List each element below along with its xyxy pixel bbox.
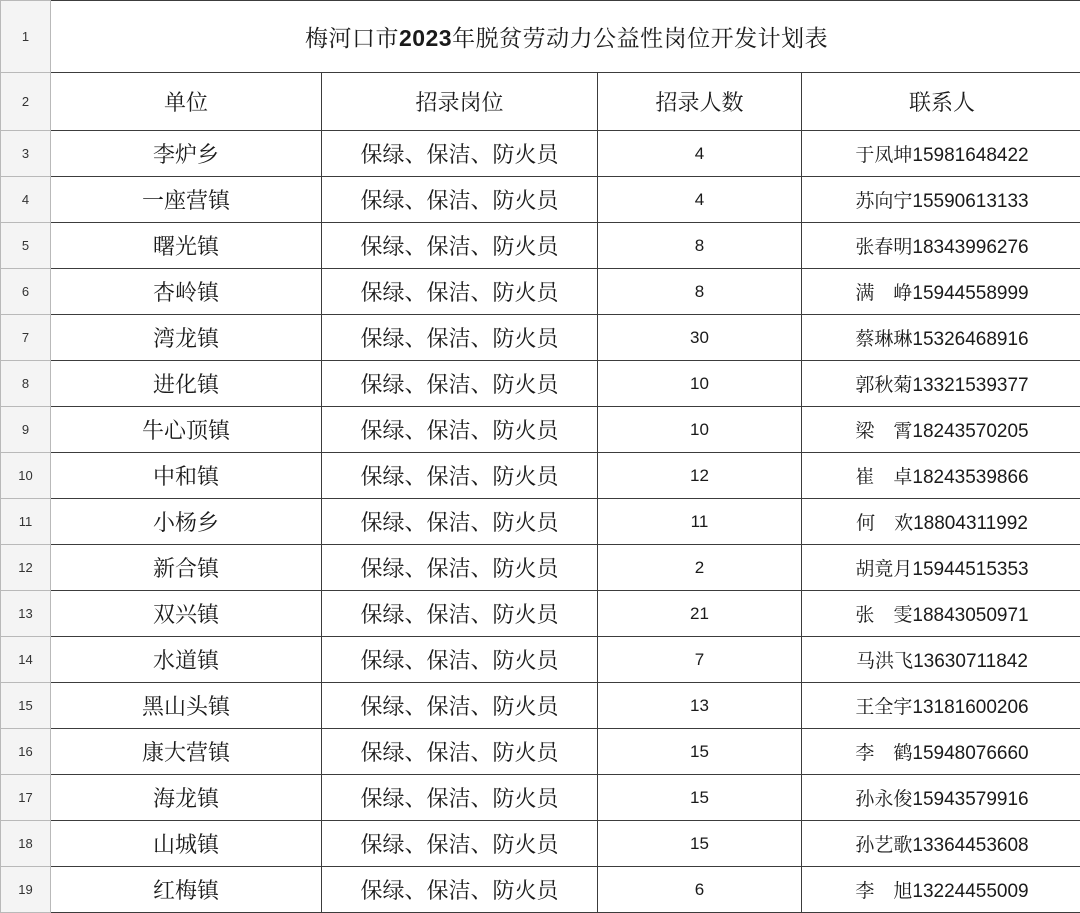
- unit-cell[interactable]: 康大营镇: [51, 729, 322, 775]
- row-number[interactable]: 18: [1, 821, 51, 867]
- table-row: [1, 131, 1080, 177]
- unit-cell[interactable]: 黑山头镇: [51, 683, 322, 729]
- post-cell[interactable]: 保绿、保洁、防火员: [322, 315, 598, 361]
- row-number[interactable]: 19: [1, 867, 51, 913]
- post-cell[interactable]: 保绿、保洁、防火员: [322, 499, 598, 545]
- title-prefix: 梅河口市: [305, 26, 399, 52]
- count-cell[interactable]: 15: [598, 729, 802, 775]
- title-year: 2023: [399, 25, 452, 51]
- unit-cell[interactable]: 曙光镇: [51, 223, 322, 269]
- unit-cell[interactable]: 海龙镇: [51, 775, 322, 821]
- row-number[interactable]: 8: [1, 361, 51, 407]
- contact-cell[interactable]: 王全宇13181600206: [802, 683, 1080, 729]
- count-cell[interactable]: 10: [598, 361, 802, 407]
- contact-cell[interactable]: 李 鹤15948076660: [802, 729, 1080, 775]
- unit-cell[interactable]: 一座营镇: [51, 177, 322, 223]
- unit-cell[interactable]: 小杨乡: [51, 499, 322, 545]
- count-cell[interactable]: 10: [598, 407, 802, 453]
- unit-cell[interactable]: 李炉乡: [51, 131, 322, 177]
- contact-cell[interactable]: 郭秋菊13321539377: [802, 361, 1080, 407]
- table-row: [1, 407, 1080, 453]
- unit-cell[interactable]: 新合镇: [51, 545, 322, 591]
- header-row: [1, 73, 1080, 131]
- row-number[interactable]: 14: [1, 637, 51, 683]
- table-row: [1, 545, 1080, 591]
- row-number[interactable]: 5: [1, 223, 51, 269]
- count-cell[interactable]: 4: [598, 177, 802, 223]
- count-cell[interactable]: 30: [598, 315, 802, 361]
- count-cell[interactable]: 11: [598, 499, 802, 545]
- contact-cell[interactable]: 孙永俊15943579916: [802, 775, 1080, 821]
- row-number[interactable]: 12: [1, 545, 51, 591]
- post-cell[interactable]: 保绿、保洁、防火员: [322, 683, 598, 729]
- row-number[interactable]: 2: [1, 73, 51, 131]
- row-number[interactable]: 11: [1, 499, 51, 545]
- row-number[interactable]: 7: [1, 315, 51, 361]
- table-title[interactable]: [51, 1, 1080, 73]
- unit-cell[interactable]: 进化镇: [51, 361, 322, 407]
- count-cell[interactable]: 12: [598, 453, 802, 499]
- count-cell[interactable]: 8: [598, 223, 802, 269]
- post-cell[interactable]: 保绿、保洁、防火员: [322, 775, 598, 821]
- header-count[interactable]: 招录人数: [598, 73, 802, 131]
- unit-cell[interactable]: 双兴镇: [51, 591, 322, 637]
- row-number[interactable]: 1: [1, 1, 51, 73]
- table-row: [1, 315, 1080, 361]
- post-cell[interactable]: 保绿、保洁、防火员: [322, 729, 598, 775]
- post-cell[interactable]: 保绿、保洁、防火员: [322, 223, 598, 269]
- contact-cell[interactable]: 崔 卓18243539866: [802, 453, 1080, 499]
- post-cell[interactable]: 保绿、保洁、防火员: [322, 269, 598, 315]
- table-row: [1, 729, 1080, 775]
- table-row: [1, 223, 1080, 269]
- post-cell[interactable]: 保绿、保洁、防火员: [322, 407, 598, 453]
- count-cell[interactable]: 13: [598, 683, 802, 729]
- contact-cell[interactable]: 胡竟月15944515353: [802, 545, 1080, 591]
- table-row: [1, 637, 1080, 683]
- post-cell[interactable]: 保绿、保洁、防火员: [322, 867, 598, 913]
- count-cell[interactable]: 4: [598, 131, 802, 177]
- table-row: [1, 499, 1080, 545]
- table-row: [1, 683, 1080, 729]
- post-cell[interactable]: 保绿、保洁、防火员: [322, 453, 598, 499]
- row-number[interactable]: 13: [1, 591, 51, 637]
- row-number[interactable]: 9: [1, 407, 51, 453]
- count-cell[interactable]: 7: [598, 637, 802, 683]
- table-row: [1, 453, 1080, 499]
- post-cell[interactable]: 保绿、保洁、防火员: [322, 131, 598, 177]
- row-number[interactable]: 3: [1, 131, 51, 177]
- count-cell[interactable]: 2: [598, 545, 802, 591]
- contact-cell[interactable]: 满 峥15944558999: [802, 269, 1080, 315]
- title-suffix: 年脱贫劳动力公益性岗位开发计划表: [452, 26, 828, 52]
- row-number[interactable]: 6: [1, 269, 51, 315]
- contact-cell[interactable]: 李 旭13224455009: [802, 867, 1080, 913]
- table-row: [1, 269, 1080, 315]
- table-row: [1, 775, 1080, 821]
- table-row: [1, 867, 1080, 913]
- header-post[interactable]: 招录岗位: [322, 73, 598, 131]
- count-cell[interactable]: 6: [598, 867, 802, 913]
- table-row: [1, 821, 1080, 867]
- unit-cell[interactable]: 杏岭镇: [51, 269, 322, 315]
- row-number[interactable]: 15: [1, 683, 51, 729]
- row-number[interactable]: 10: [1, 453, 51, 499]
- contact-cell[interactable]: 于凤坤15981648422: [802, 131, 1080, 177]
- post-cell[interactable]: 保绿、保洁、防火员: [322, 821, 598, 867]
- count-cell[interactable]: 15: [598, 775, 802, 821]
- table-body: [1, 1, 1080, 913]
- header-contact[interactable]: 联系人: [802, 73, 1080, 131]
- table-row: [1, 177, 1080, 223]
- contact-cell[interactable]: 蔡琳琳15326468916: [802, 315, 1080, 361]
- count-cell[interactable]: 8: [598, 269, 802, 315]
- unit-cell[interactable]: 中和镇: [51, 453, 322, 499]
- contact-cell[interactable]: 张春明18343996276: [802, 223, 1080, 269]
- unit-cell[interactable]: 红梅镇: [51, 867, 322, 913]
- post-cell[interactable]: 保绿、保洁、防火员: [322, 177, 598, 223]
- count-cell[interactable]: 15: [598, 821, 802, 867]
- contact-cell[interactable]: 张 雯18843050971: [802, 591, 1080, 637]
- contact-cell[interactable]: 孙艺歌13364453608: [802, 821, 1080, 867]
- count-cell[interactable]: 21: [598, 591, 802, 637]
- post-cell[interactable]: 保绿、保洁、防火员: [322, 591, 598, 637]
- unit-cell[interactable]: 山城镇: [51, 821, 322, 867]
- contact-cell[interactable]: 梁 霄18243570205: [802, 407, 1080, 453]
- title-row: [1, 1, 1080, 73]
- table-row: [1, 361, 1080, 407]
- post-cell[interactable]: 保绿、保洁、防火员: [322, 545, 598, 591]
- header-unit[interactable]: 单位: [51, 73, 322, 131]
- contact-cell[interactable]: 何 欢18804311992: [802, 499, 1080, 545]
- row-number[interactable]: 16: [1, 729, 51, 775]
- post-cell[interactable]: 保绿、保洁、防火员: [322, 361, 598, 407]
- row-number[interactable]: 4: [1, 177, 51, 223]
- unit-cell[interactable]: 水道镇: [51, 637, 322, 683]
- post-cell[interactable]: 保绿、保洁、防火员: [322, 637, 598, 683]
- table-row: [1, 591, 1080, 637]
- unit-cell[interactable]: 湾龙镇: [51, 315, 322, 361]
- contact-cell[interactable]: 马洪飞13630711842: [802, 637, 1080, 683]
- contact-cell[interactable]: 苏向宁15590613133: [802, 177, 1080, 223]
- unit-cell[interactable]: 牛心顶镇: [51, 407, 322, 453]
- row-number[interactable]: 17: [1, 775, 51, 821]
